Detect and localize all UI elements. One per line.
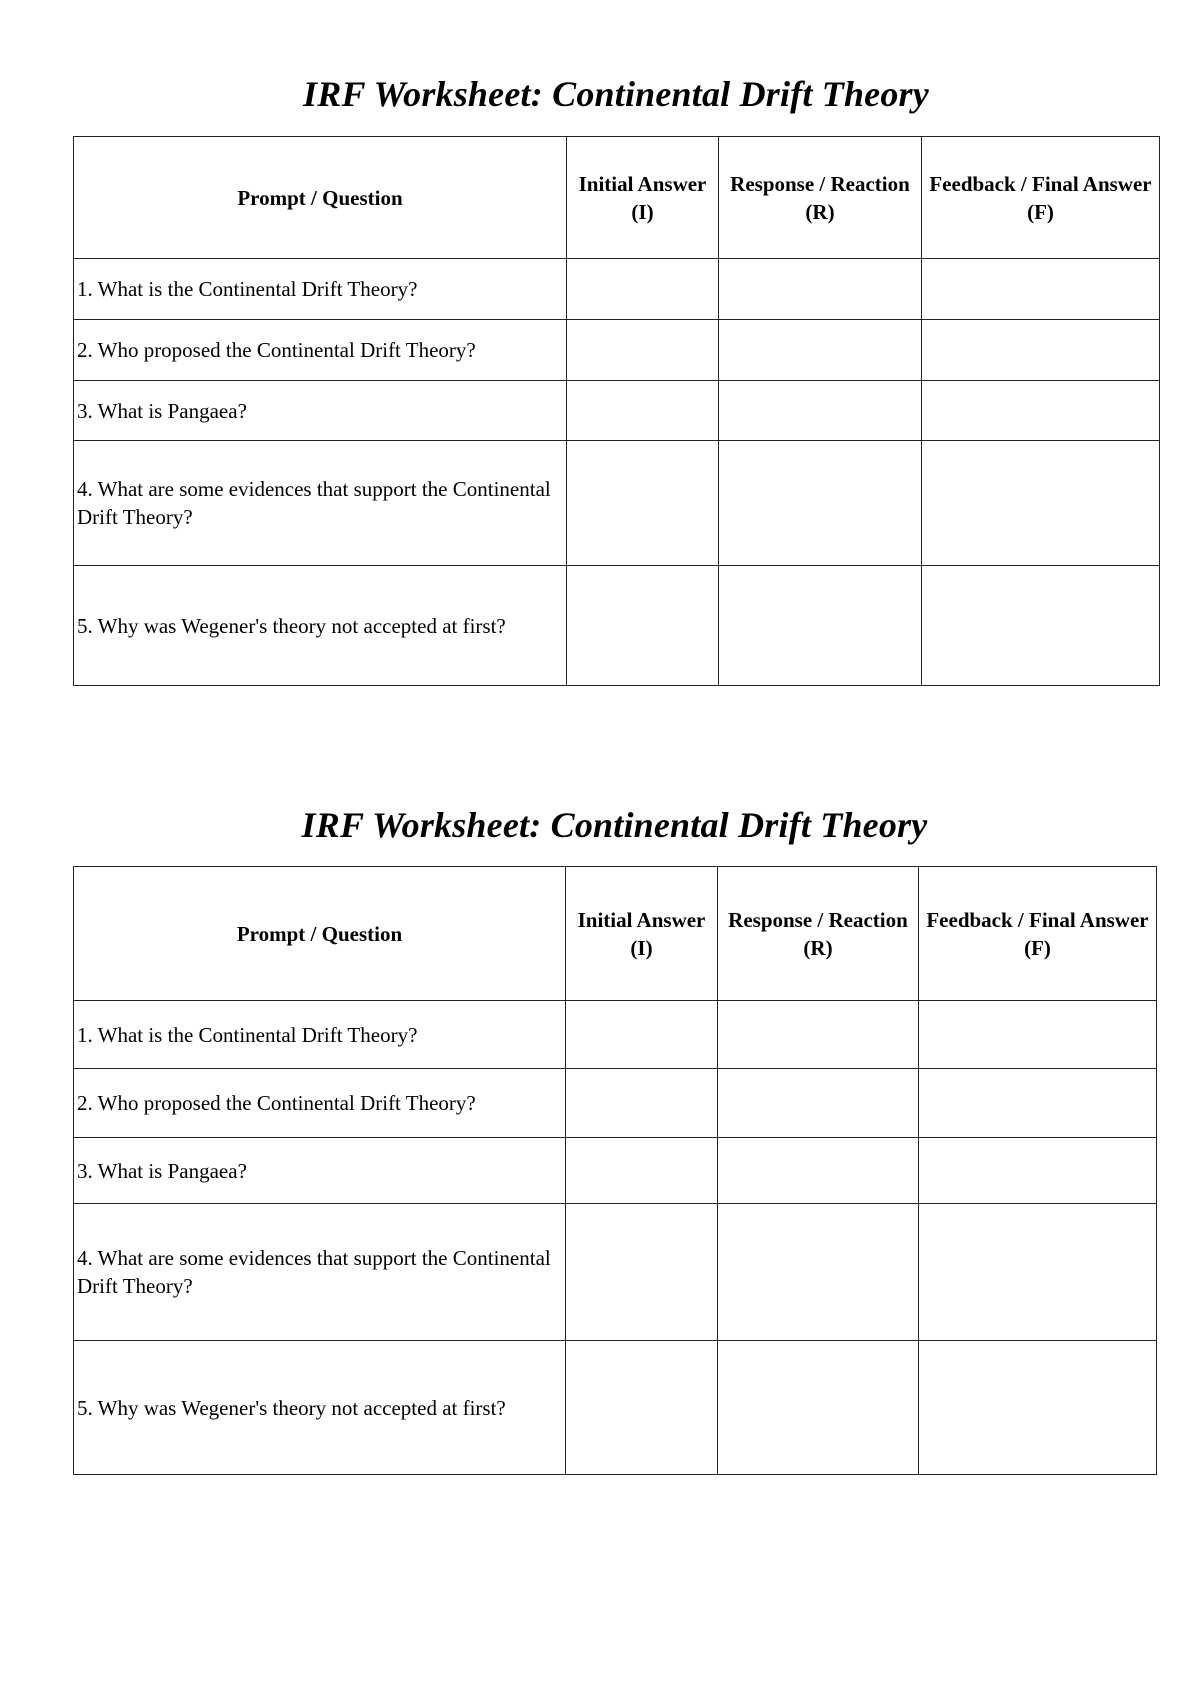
table-row [74,381,1160,441]
initial-answer-cell[interactable] [567,259,719,320]
response-cell[interactable] [718,1001,919,1069]
header-initial-answer: Initial Answer (I) [567,137,719,259]
response-cell[interactable] [719,320,922,381]
question-cell: 3. What is Pangaea? [74,1138,566,1204]
response-cell[interactable] [719,259,922,320]
header-row [74,137,1160,259]
table-row [74,566,1160,686]
header-row [74,867,1157,1001]
initial-answer-cell[interactable] [567,381,719,441]
response-cell[interactable] [719,566,922,686]
feedback-cell[interactable] [922,566,1160,686]
feedback-cell[interactable] [919,1138,1157,1204]
worksheet-title: IRF Worksheet: Continental Drift Theory [301,805,928,845]
question-cell: 1. What is the Continental Drift Theory? [74,1001,566,1069]
question-cell: 4. What are some evidences that support the Continental Drift Theory? [74,441,567,566]
worksheet-1 [73,68,1159,686]
header-feedback: Feedback / Final Answer (F) [922,137,1160,259]
question-cell: 1. What is the Continental Drift Theory? [74,259,567,320]
feedback-cell[interactable] [922,381,1160,441]
table-row [74,1204,1157,1341]
initial-answer-cell[interactable] [566,1341,718,1475]
worksheet-2 [73,799,1156,1475]
initial-answer-cell[interactable] [567,320,719,381]
response-cell[interactable] [718,1341,919,1475]
feedback-cell[interactable] [922,441,1160,566]
irf-table [73,136,1160,686]
feedback-cell[interactable] [922,320,1160,381]
header-response: Response / Reaction (R) [718,867,919,1001]
table-row [74,1069,1157,1138]
header-initial-answer: Initial Answer (I) [566,867,718,1001]
initial-answer-cell[interactable] [566,1138,718,1204]
initial-answer-cell[interactable] [566,1069,718,1138]
response-cell[interactable] [718,1204,919,1341]
feedback-cell[interactable] [922,259,1160,320]
header-response: Response / Reaction (R) [719,137,922,259]
header-prompt: Prompt / Question [74,137,567,259]
initial-answer-cell[interactable] [567,441,719,566]
header-feedback: Feedback / Final Answer (F) [919,867,1157,1001]
table-row [74,259,1160,320]
table-row [74,320,1160,381]
initial-answer-cell[interactable] [567,566,719,686]
irf-table [73,866,1157,1475]
worksheet-title: IRF Worksheet: Continental Drift Theory [303,74,929,114]
feedback-cell[interactable] [919,1341,1157,1475]
header-prompt: Prompt / Question [74,867,566,1001]
question-cell: 4. What are some evidences that support the Continental Drift Theory? [74,1204,566,1341]
table-row [74,1001,1157,1069]
feedback-cell[interactable] [919,1069,1157,1138]
question-cell: 2. Who proposed the Continental Drift Theory? [74,1069,566,1138]
question-cell: 5. Why was Wegener's theory not accepted at first? [74,1341,566,1475]
table-row [74,1138,1157,1204]
response-cell[interactable] [718,1069,919,1138]
question-cell: 5. Why was Wegener's theory not accepted at first? [74,566,567,686]
question-cell: 3. What is Pangaea? [74,381,567,441]
table-row [74,1341,1157,1475]
initial-answer-cell[interactable] [566,1001,718,1069]
feedback-cell[interactable] [919,1204,1157,1341]
question-cell: 2. Who proposed the Continental Drift Theory? [74,320,567,381]
feedback-cell[interactable] [919,1001,1157,1069]
response-cell[interactable] [719,441,922,566]
initial-answer-cell[interactable] [566,1204,718,1341]
response-cell[interactable] [719,381,922,441]
table-row [74,441,1160,566]
response-cell[interactable] [718,1138,919,1204]
